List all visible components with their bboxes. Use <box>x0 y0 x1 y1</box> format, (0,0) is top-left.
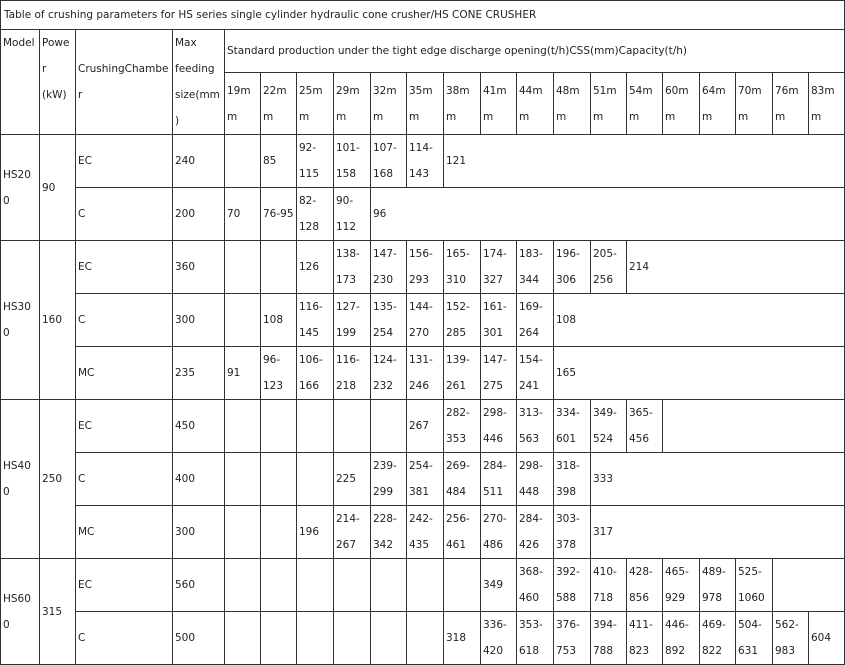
capacity-cell <box>444 559 481 612</box>
capacity-cell: 154- 241 <box>517 347 554 400</box>
capacity-cell: 121 <box>444 135 845 188</box>
capacity-cell: 239- 299 <box>371 453 407 506</box>
capacity-cell: 108 <box>261 294 297 347</box>
capacity-cell: 256- 461 <box>444 506 481 559</box>
capacity-cell <box>261 506 297 559</box>
table-row <box>1 241 845 294</box>
capacity-cell: 446- 892 <box>663 612 700 665</box>
capacity-cell <box>261 612 297 665</box>
capacity-cell: 114- 143 <box>407 135 444 188</box>
capacity-cell: 368- 460 <box>517 559 554 612</box>
table-title: Table of crushing parameters for HS series single cylinder hydraulic cone crusher/HS CONE CRUSHER <box>1 1 845 30</box>
css-size-header: 25mm <box>297 73 334 135</box>
chamber-cell: C <box>76 188 173 241</box>
css-size-header: 54mm <box>627 73 663 135</box>
capacity-cell: 349 <box>481 559 517 612</box>
capacity-cell: 318 <box>444 612 481 665</box>
capacity-cell: 317 <box>591 506 845 559</box>
header-power: Power (kW) <box>40 30 76 135</box>
capacity-cell <box>225 453 261 506</box>
capacity-cell <box>225 135 261 188</box>
css-size-header: 51mm <box>591 73 627 135</box>
capacity-cell: 562- 983 <box>773 612 809 665</box>
capacity-cell: 270- 486 <box>481 506 517 559</box>
capacity-cell: 138- 173 <box>334 241 371 294</box>
capacity-cell: 334- 601 <box>554 400 591 453</box>
capacity-cell: 254- 381 <box>407 453 444 506</box>
chamber-cell: EC <box>76 241 173 294</box>
power-cell: 160 <box>40 241 76 400</box>
css-size-header: 48mm <box>554 73 591 135</box>
capacity-cell: 85 <box>261 135 297 188</box>
capacity-cell: 298- 446 <box>481 400 517 453</box>
capacity-cell: 92-115 <box>297 135 334 188</box>
capacity-cell: 165- 310 <box>444 241 481 294</box>
capacity-cell: 174- 327 <box>481 241 517 294</box>
header-crushing-chamber: CrushingChamber <box>76 30 173 135</box>
power-cell: 315 <box>40 559 76 665</box>
capacity-cell: 284- 511 <box>481 453 517 506</box>
capacity-cell: 242- 435 <box>407 506 444 559</box>
capacity-cell: 91 <box>225 347 261 400</box>
capacity-cell <box>297 559 334 612</box>
chamber-cell: C <box>76 612 173 665</box>
table-row <box>1 559 845 612</box>
table-row <box>1 135 845 188</box>
header-model: Model <box>1 30 40 135</box>
feed-size-cell: 560 <box>173 559 225 612</box>
capacity-cell: 392- 588 <box>554 559 591 612</box>
chamber-cell: MC <box>76 506 173 559</box>
capacity-cell: 205- 256 <box>591 241 627 294</box>
capacity-cell: 124- 232 <box>371 347 407 400</box>
capacity-cell <box>297 612 334 665</box>
capacity-cell <box>261 453 297 506</box>
capacity-cell: 228- 342 <box>371 506 407 559</box>
capacity-cell: 489- 978 <box>700 559 736 612</box>
capacity-cell: 333 <box>591 453 845 506</box>
chamber-cell: C <box>76 294 173 347</box>
css-size-header: 64mm <box>700 73 736 135</box>
capacity-cell: 70 <box>225 188 261 241</box>
power-cell: 250 <box>40 400 76 559</box>
capacity-cell <box>334 400 371 453</box>
capacity-cell: 82- 128 <box>297 188 334 241</box>
feed-size-cell: 500 <box>173 612 225 665</box>
table-row <box>1 400 845 453</box>
capacity-cell: 96 <box>371 188 845 241</box>
capacity-cell <box>407 612 444 665</box>
capacity-cell: 336- 420 <box>481 612 517 665</box>
css-size-header: 70mm <box>736 73 773 135</box>
capacity-cell <box>297 453 334 506</box>
chamber-cell: EC <box>76 559 173 612</box>
css-size-header: 29mm <box>334 73 371 135</box>
css-size-header: 38mm <box>444 73 481 135</box>
css-size-header: 41mm <box>481 73 517 135</box>
capacity-cell: 298- 448 <box>517 453 554 506</box>
css-size-header: 44mm <box>517 73 554 135</box>
capacity-cell <box>773 559 845 612</box>
capacity-cell: 106- 166 <box>297 347 334 400</box>
table-row <box>1 188 845 241</box>
capacity-cell: 214 <box>627 241 845 294</box>
css-size-header: 83mm <box>809 73 845 135</box>
capacity-cell <box>225 612 261 665</box>
capacity-cell: 161- 301 <box>481 294 517 347</box>
capacity-cell <box>334 612 371 665</box>
capacity-cell: 365- 456 <box>627 400 663 453</box>
power-cell: 90 <box>40 135 76 241</box>
capacity-cell: 525- 1060 <box>736 559 773 612</box>
feed-size-cell: 300 <box>173 294 225 347</box>
capacity-cell <box>334 559 371 612</box>
capacity-cell: 267 <box>407 400 444 453</box>
capacity-cell: 269- 484 <box>444 453 481 506</box>
capacity-cell: 152- 285 <box>444 294 481 347</box>
table-row <box>1 347 845 400</box>
capacity-cell: 108 <box>554 294 845 347</box>
capacity-cell <box>261 400 297 453</box>
capacity-cell: 282- 353 <box>444 400 481 453</box>
capacity-cell: 147- 230 <box>371 241 407 294</box>
css-size-header: 22mm <box>261 73 297 135</box>
capacity-cell: 139- 261 <box>444 347 481 400</box>
capacity-cell: 127- 199 <box>334 294 371 347</box>
capacity-cell: 147- 275 <box>481 347 517 400</box>
feed-size-cell: 200 <box>173 188 225 241</box>
capacity-cell: 107- 168 <box>371 135 407 188</box>
capacity-cell: 144- 270 <box>407 294 444 347</box>
header-capacity: Standard production under the tight edge discharge opening(t/h)CSS(mm)Capacity(t/h) <box>225 30 845 73</box>
capacity-cell: 116- 218 <box>334 347 371 400</box>
capacity-cell: 353- 618 <box>517 612 554 665</box>
capacity-cell: 196 <box>297 506 334 559</box>
capacity-cell: 465- 929 <box>663 559 700 612</box>
capacity-cell: 284- 426 <box>517 506 554 559</box>
capacity-cell: 604 <box>809 612 845 665</box>
capacity-cell: 126 <box>297 241 334 294</box>
model-cell: HS200 <box>1 135 40 241</box>
capacity-cell: 394- 788 <box>591 612 627 665</box>
table-row <box>1 612 845 665</box>
css-size-header: 32mm <box>371 73 407 135</box>
feed-size-cell: 300 <box>173 506 225 559</box>
css-size-header: 19mm <box>225 73 261 135</box>
capacity-cell: 469- 822 <box>700 612 736 665</box>
capacity-cell: 196- 306 <box>554 241 591 294</box>
capacity-cell: 318- 398 <box>554 453 591 506</box>
feed-size-cell: 240 <box>173 135 225 188</box>
capacity-cell: 410- 718 <box>591 559 627 612</box>
capacity-cell: 214- 267 <box>334 506 371 559</box>
capacity-cell: 96- 123 <box>261 347 297 400</box>
capacity-cell <box>225 506 261 559</box>
chamber-cell: C <box>76 453 173 506</box>
capacity-cell <box>225 241 261 294</box>
model-cell: HS600 <box>1 559 40 665</box>
table-row <box>1 453 845 506</box>
capacity-cell: 411- 823 <box>627 612 663 665</box>
capacity-cell <box>371 559 407 612</box>
capacity-cell: 165 <box>554 347 845 400</box>
css-size-header: 60mm <box>663 73 700 135</box>
capacity-cell: 76-95 <box>261 188 297 241</box>
css-size-header: 76mm <box>773 73 809 135</box>
capacity-cell <box>371 400 407 453</box>
capacity-cell: 131- 246 <box>407 347 444 400</box>
capacity-cell: 303- 378 <box>554 506 591 559</box>
chamber-cell: EC <box>76 400 173 453</box>
chamber-cell: EC <box>76 135 173 188</box>
capacity-cell: 90-112 <box>334 188 371 241</box>
capacity-cell: 504- 631 <box>736 612 773 665</box>
capacity-cell <box>261 241 297 294</box>
table-row <box>1 294 845 347</box>
capacity-cell <box>225 400 261 453</box>
capacity-cell <box>663 400 845 453</box>
capacity-cell <box>261 559 297 612</box>
capacity-cell: 225 <box>334 453 371 506</box>
capacity-cell <box>297 400 334 453</box>
capacity-cell <box>407 559 444 612</box>
model-cell: HS300 <box>1 241 40 400</box>
capacity-cell: 428- 856 <box>627 559 663 612</box>
capacity-cell <box>225 294 261 347</box>
table-row <box>1 506 845 559</box>
capacity-cell: 156- 293 <box>407 241 444 294</box>
capacity-cell: 349- 524 <box>591 400 627 453</box>
capacity-cell: 183- 344 <box>517 241 554 294</box>
feed-size-cell: 360 <box>173 241 225 294</box>
capacity-cell: 116- 145 <box>297 294 334 347</box>
model-cell: HS400 <box>1 400 40 559</box>
css-size-header: 35mm <box>407 73 444 135</box>
capacity-cell: 101- 158 <box>334 135 371 188</box>
chamber-cell: MC <box>76 347 173 400</box>
capacity-cell: 169- 264 <box>517 294 554 347</box>
feed-size-cell: 450 <box>173 400 225 453</box>
capacity-cell: 376- 753 <box>554 612 591 665</box>
header-max-feeding-size: Max feeding size(mm) <box>173 30 225 135</box>
feed-size-cell: 235 <box>173 347 225 400</box>
capacity-cell <box>225 559 261 612</box>
capacity-cell <box>371 612 407 665</box>
feed-size-cell: 400 <box>173 453 225 506</box>
capacity-cell: 135- 254 <box>371 294 407 347</box>
capacity-cell: 313- 563 <box>517 400 554 453</box>
